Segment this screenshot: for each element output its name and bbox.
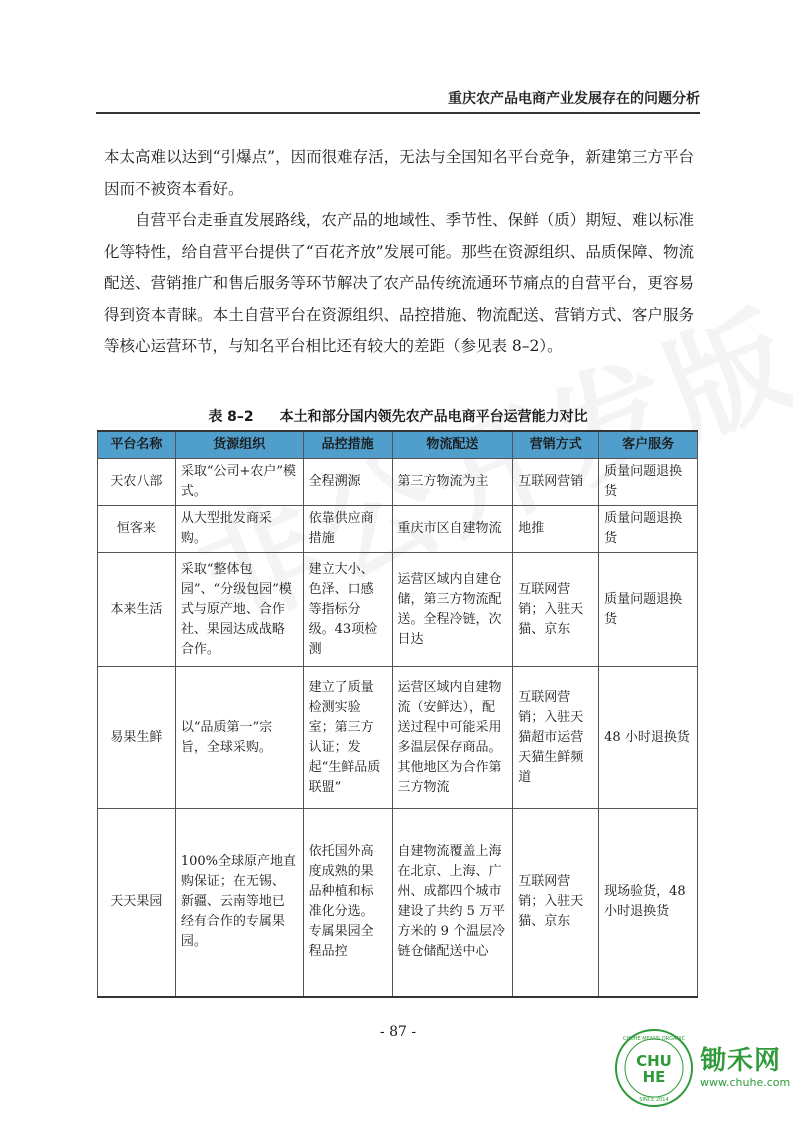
column-header: 客户服务 [599, 431, 698, 459]
table-cell: 运营区域内自建物流（安鲜达），配送过程中可能采用多温层保存商品。其他地区为合作第三方物流 [392, 667, 513, 809]
table-row [98, 506, 698, 553]
page-number: - 87 - [379, 1024, 417, 1040]
table-cell: 建立大小、色泽、口感等指标分级。43项检测 [303, 553, 392, 667]
table-cell: 从大型批发商采购。 [175, 506, 303, 553]
table-cell: 依靠供应商措施 [303, 506, 392, 553]
table-cell: 易果生鲜 [98, 667, 176, 809]
table-row [98, 459, 698, 506]
chuhe-seal-icon [614, 1028, 694, 1108]
table-cell: 质量问题退换货 [599, 459, 698, 506]
column-header: 物流配送 [392, 431, 513, 459]
column-header: 营销方式 [513, 431, 599, 459]
paragraph-1: 本太高难以达到“引爆点”，因而很难存活，无法与全国知名平台竞争，新建第三方平台因而不被资本看好。 [104, 148, 694, 198]
column-header: 平台名称 [98, 431, 176, 459]
table-cell: 自建物流覆盖上海在北京、上海、广州、成都四个城市建设了共约 5 万平方米的 9 个温层冷链仓储配送中心 [392, 809, 513, 997]
table-cell: 建立了质量检测实验室；第三方认证；发起“生鲜品质联盟” [303, 667, 392, 809]
table-cell: 现场验货，48 小时退换货 [599, 809, 698, 997]
table-cell: 互联网营销；入驻天猫、京东 [513, 809, 599, 997]
running-header-title: 重庆农产品电商产业发展存在的问题分析 [448, 91, 700, 107]
table-cell: 依托国外高度成熟的果品种植和标准化分选。专属果园全程品控 [303, 809, 392, 997]
table-cell: 地推 [513, 506, 599, 553]
table-cell: 48 小时退换货 [599, 667, 698, 809]
table-caption-number: 表 8–2 [208, 409, 254, 425]
column-header: 货源组织 [175, 431, 303, 459]
table-cell: 以“品质第一”宗旨，全球采购。 [175, 667, 303, 809]
table-cell: 100%全球原产地直购保证；在无锡、新疆、云南等地已经有合作的专属果园。 [175, 809, 303, 997]
table-cell: 天农八部 [98, 459, 176, 506]
table-cell: 质量问题退换货 [599, 553, 698, 667]
table-row [98, 809, 698, 997]
table-cell: 采取“公司+农户”模式。 [175, 459, 303, 506]
body-text [104, 142, 694, 363]
comparison-table [97, 430, 698, 998]
table-cell: 本来生活 [98, 553, 176, 667]
table-cell: 天天果园 [98, 809, 176, 997]
table-cell: 质量问题退换货 [599, 506, 698, 553]
table-row [98, 667, 698, 809]
logo-url: www.chuhe.com [700, 1076, 791, 1089]
table-cell: 第三方物流为主 [392, 459, 513, 506]
paragraph-2: 自营平台走垂直发展路线，农产品的地域性、季节性、保鲜（质）期短、难以标准化等特性，给自营平台提供了“百花齐放”发展可能。那些在资源组织、品质保障、物流配送、营销推广和售后服务等环节解决了农产品传统流通环节痛点的自营平台，更容易得到资本青睐。本土自营平台在资源组织、品控措施、物流配送、营销方式、客户服务等核心运营环节，与知名平台相比还有较大的差距（参见表 8–2）。 [104, 211, 694, 355]
logo-name: 锄禾网 [700, 1046, 782, 1076]
table-cell: 互联网营销；入驻天猫超市运营天猫生鲜频道 [513, 667, 599, 809]
table-cell: 采取“整体包园”、“分级包园”模式与原产地、合作社、果园达成战略合作。 [175, 553, 303, 667]
table-caption-title: 本土和部分国内领先农产品电商平台运营能力对比 [279, 409, 588, 425]
table-cell: 全程溯源 [303, 459, 392, 506]
column-header: 品控措施 [303, 431, 392, 459]
table-cell: 恒客来 [98, 506, 176, 553]
table-cell: 互联网营销；入驻天猫、京东 [513, 553, 599, 667]
header-rule [96, 112, 700, 114]
table-row [98, 553, 698, 667]
table-caption [96, 406, 700, 426]
table-cell: 运营区域内自建仓储，第三方物流配送。全程冷链，次日达 [392, 553, 513, 667]
svg-text:HE: HE [642, 1068, 666, 1086]
chuhe-logo[interactable] [614, 1028, 791, 1112]
svg-text:SINCE 2014: SINCE 2014 [639, 1097, 669, 1103]
table-cell: 重庆市区自建物流 [392, 506, 513, 553]
table-cell: 互联网营销 [513, 459, 599, 506]
table-header-row [98, 431, 698, 459]
svg-text:CHU: CHU [636, 1052, 672, 1070]
svg-text:CHUHE MEANS ORGANIC: CHUHE MEANS ORGANIC [622, 1036, 686, 1042]
